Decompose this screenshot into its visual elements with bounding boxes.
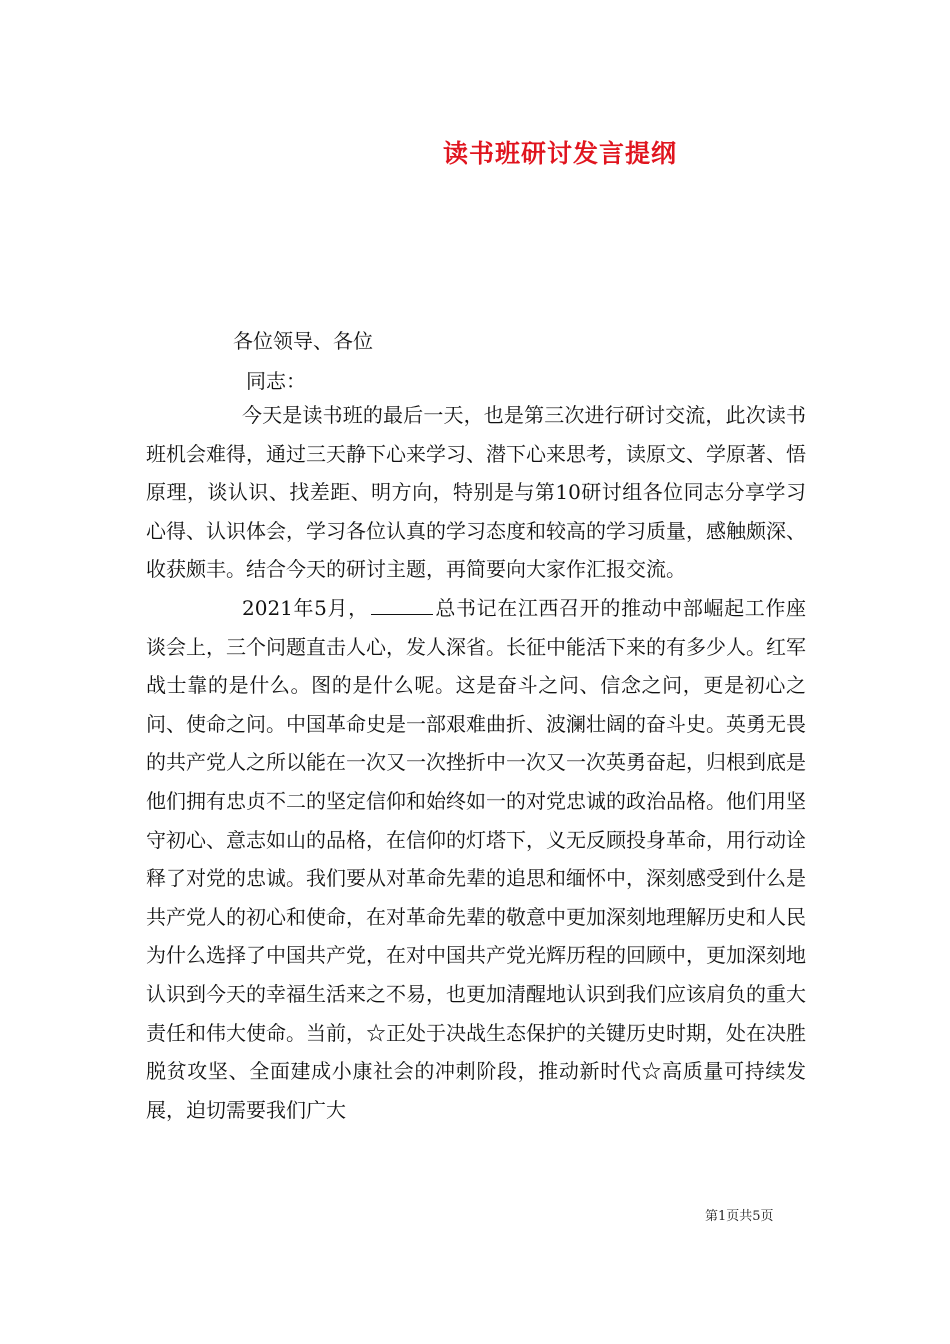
paragraph-2-date: 2021年5月， <box>242 595 369 620</box>
paragraph-2-text: 总书记在江西召开的推动中部崛起工作座谈会上，三个问题直击人心，发人深省。长征中能活下来的有多少人。红军战士靠的是什么。图的是什么呢。这是奋斗之问、信念之问，更是初心之问、使命之问。中国革命史是一部艰难曲折、波澜壮阔的奋斗史。英勇无畏的共产党人之所以能在一次又一次挫折中一次又一次英勇奋起，归根到底是他们拥有忠贞不二的坚定信仰和始终如一的对党忠诚的政治品格。他们用坚守初心、意志如山的品格，在信仰的灯塔下，义无反顾投身革命，用行动诠释了对党的忠诚。我们要从对革命先辈的追思和缅怀中，深刻感受到什么是共产党人的初心和使命，在对革命先辈的敬意中更加深刻地理解历史和人民为什么选择了中国共产党，在对中国共产党光辉历程的回顾中，更加深刻地认识到今天的幸福生活来之不易，也更加清醒地认识到我们应该肩负的重大责任和伟大使命。当前，☆正处于决战生态保护的关键历史时期，处在决胜脱贫攻坚、全面建成小康社会的冲刺阶段，推动新时代☆高质量可持续发展，迫切需要我们广大 <box>146 595 806 1122</box>
document-title: 读书班研讨发言提纲 <box>442 139 677 168</box>
paragraph-1: 今天是读书班的最后一天，也是第三次进行研讨交流，此次读书班机会难得，通过三天静下心来学习、潜下心来思考，读原文、学原著、悟原理，谈认识、找差距、明方向，特别是与第10研讨组各位同志分享学习心得、认识体会，学习各位认真的学习态度和较高的学习质量，感触颇深、收获颇丰。结合今天的研讨主题，再简要向大家作汇报交流。 <box>146 403 806 582</box>
page-number-footer: 第1页共5页 <box>705 1209 774 1224</box>
document-body <box>146 396 806 1129</box>
paragraph-2 <box>146 589 806 1129</box>
salutation-line-2: 同志： <box>246 369 306 393</box>
salutation-line-1: 各位领导、各位 <box>233 329 373 353</box>
fill-in-blank <box>371 596 433 615</box>
